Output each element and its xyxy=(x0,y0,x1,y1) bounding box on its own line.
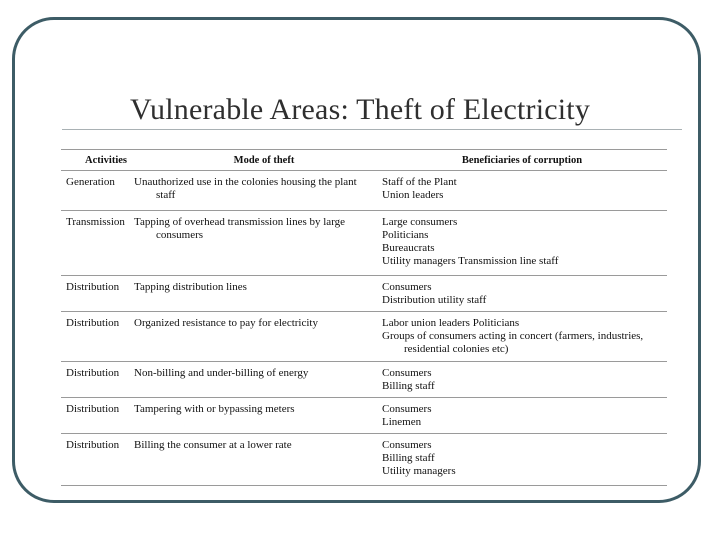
beneficiary-item: Linemen xyxy=(382,416,422,428)
beneficiary-item: Politicians xyxy=(382,229,429,241)
beneficiary-item: Groups of consumers acting in concert (farmers, industries, residential colonies etc) xyxy=(382,330,644,355)
beneficiaries-cell xyxy=(377,211,667,276)
activity-cell: Distribution xyxy=(61,312,151,362)
table-row xyxy=(61,398,667,434)
table-row xyxy=(61,312,667,362)
header-mode-of-theft: Mode of theft xyxy=(151,150,377,171)
beneficiary-item: Consumers xyxy=(382,403,432,415)
beneficiary-item: Utility managers xyxy=(382,465,456,477)
beneficiaries-cell xyxy=(377,276,667,312)
activity-cell: Distribution xyxy=(61,362,151,398)
activity-cell: Generation xyxy=(61,171,151,211)
activity-cell: Distribution xyxy=(61,434,151,486)
activity-cell: Transmission xyxy=(61,211,151,276)
mode-cell: Tapping of overhead transmission lines by large consumers xyxy=(151,211,377,276)
title-divider xyxy=(62,129,682,130)
beneficiary-item: Consumers xyxy=(382,281,432,293)
beneficiary-item: Large consumers xyxy=(382,216,458,228)
beneficiary-item: Distribution utility staff xyxy=(382,294,487,306)
beneficiary-item: Union leaders xyxy=(382,189,444,201)
beneficiaries-cell xyxy=(377,171,667,211)
mode-cell: Organized resistance to pay for electricity xyxy=(151,312,377,362)
activity-cell: Distribution xyxy=(61,398,151,434)
beneficiary-item: Labor union leaders Politicians xyxy=(382,317,520,329)
slide-title: Vulnerable Areas: Theft of Electricity xyxy=(129,93,591,126)
beneficiary-item: Utility managers Transmission line staff xyxy=(382,255,559,267)
table-row xyxy=(61,211,667,276)
beneficiary-item: Billing staff xyxy=(382,380,435,392)
table-row xyxy=(61,434,667,486)
mode-cell: Tapping distribution lines xyxy=(151,276,377,312)
mode-cell: Tampering with or bypassing meters xyxy=(151,398,377,434)
beneficiaries-cell xyxy=(377,362,667,398)
header-beneficiaries: Beneficiaries of corruption xyxy=(377,150,667,171)
beneficiary-item: Billing staff xyxy=(382,452,435,464)
header-activities: Activities xyxy=(61,150,151,171)
beneficiaries-cell xyxy=(377,434,667,486)
theft-table xyxy=(61,149,667,486)
activity-cell: Distribution xyxy=(61,276,151,312)
beneficiary-item: Staff of the Plant xyxy=(382,176,457,188)
beneficiary-item: Consumers xyxy=(382,367,432,379)
table-header-row xyxy=(61,150,667,171)
beneficiaries-cell xyxy=(377,398,667,434)
beneficiaries-cell xyxy=(377,312,667,362)
mode-cell: Non-billing and under-billing of energy xyxy=(151,362,377,398)
beneficiary-item: Bureaucrats xyxy=(382,242,435,254)
mode-cell: Unauthorized use in the colonies housing the plant staff xyxy=(151,171,377,211)
table-row xyxy=(61,362,667,398)
beneficiary-item: Consumers xyxy=(382,439,432,451)
table-row xyxy=(61,276,667,312)
mode-cell: Billing the consumer at a lower rate xyxy=(151,434,377,486)
table-row xyxy=(61,171,667,211)
